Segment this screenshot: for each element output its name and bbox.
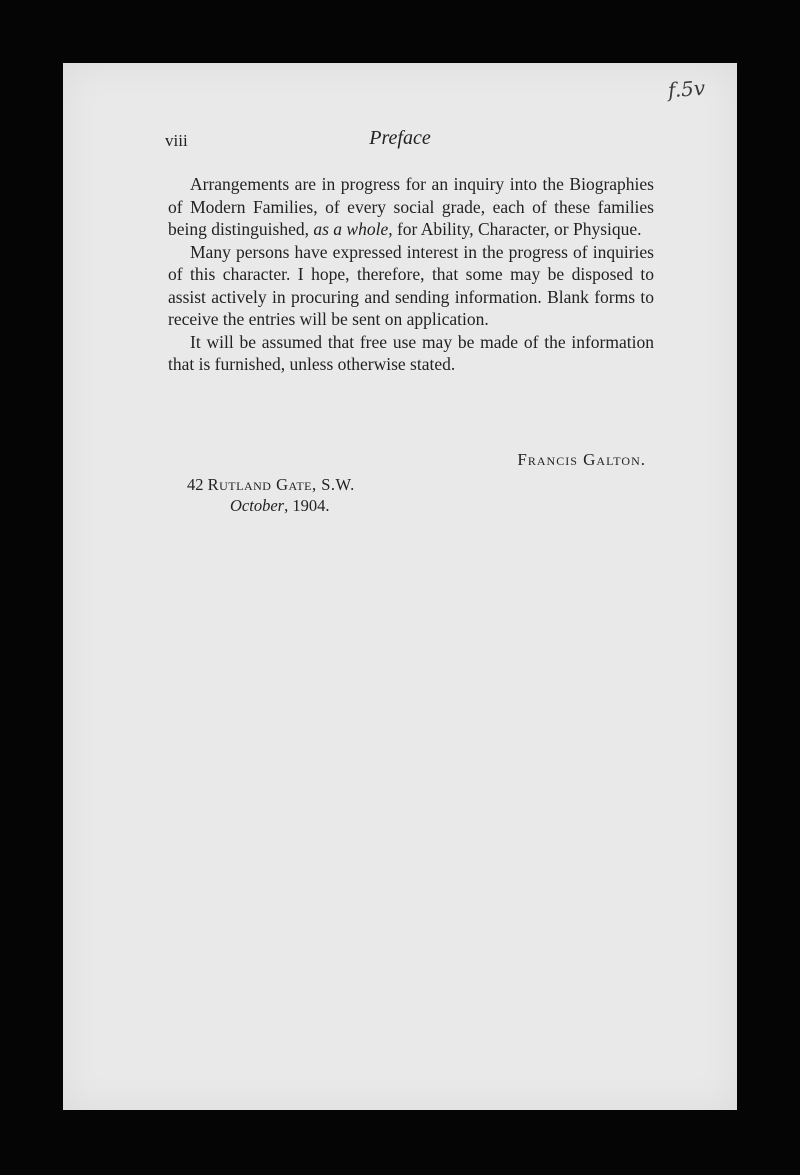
preface-body bbox=[168, 173, 654, 376]
page-number: viii bbox=[165, 131, 188, 150]
running-head: Preface bbox=[369, 127, 431, 149]
date-line: October, 1904. bbox=[230, 496, 330, 515]
paragraph-1-text-b: for Ability, Character, or Physique. bbox=[392, 219, 642, 239]
paragraph-3: It will be assumed that free use may be made of the information that is furnished, unless otherwise stated. bbox=[168, 331, 654, 374]
paragraph-1-emphasis: as a whole, bbox=[313, 219, 393, 239]
address-street: Rutland Gate, S.W. bbox=[207, 475, 355, 494]
author-signature: Francis Galton. bbox=[517, 450, 646, 469]
date-month: October bbox=[230, 496, 285, 515]
address-line bbox=[187, 474, 355, 495]
address-number: 42 bbox=[187, 475, 204, 494]
paragraph-1-text-a: Arrangements are in progress for an inquiry into the Biographies of Modern Families, of every social grade, each of these families being distinguished, bbox=[168, 174, 654, 239]
paragraph-1 bbox=[168, 173, 654, 241]
handwritten-folio-annotation: f.5v bbox=[667, 75, 706, 103]
paragraph-2: Many persons have expressed interest in the progress of inquiries of this character. I hope, therefore, that some may be disposed to assist actively in procuring and sending information. Blank forms to receive the entries will be sent on application. bbox=[168, 241, 654, 329]
date-year: 1904. bbox=[292, 496, 330, 515]
address-block bbox=[187, 474, 355, 516]
book-page bbox=[63, 63, 737, 1110]
